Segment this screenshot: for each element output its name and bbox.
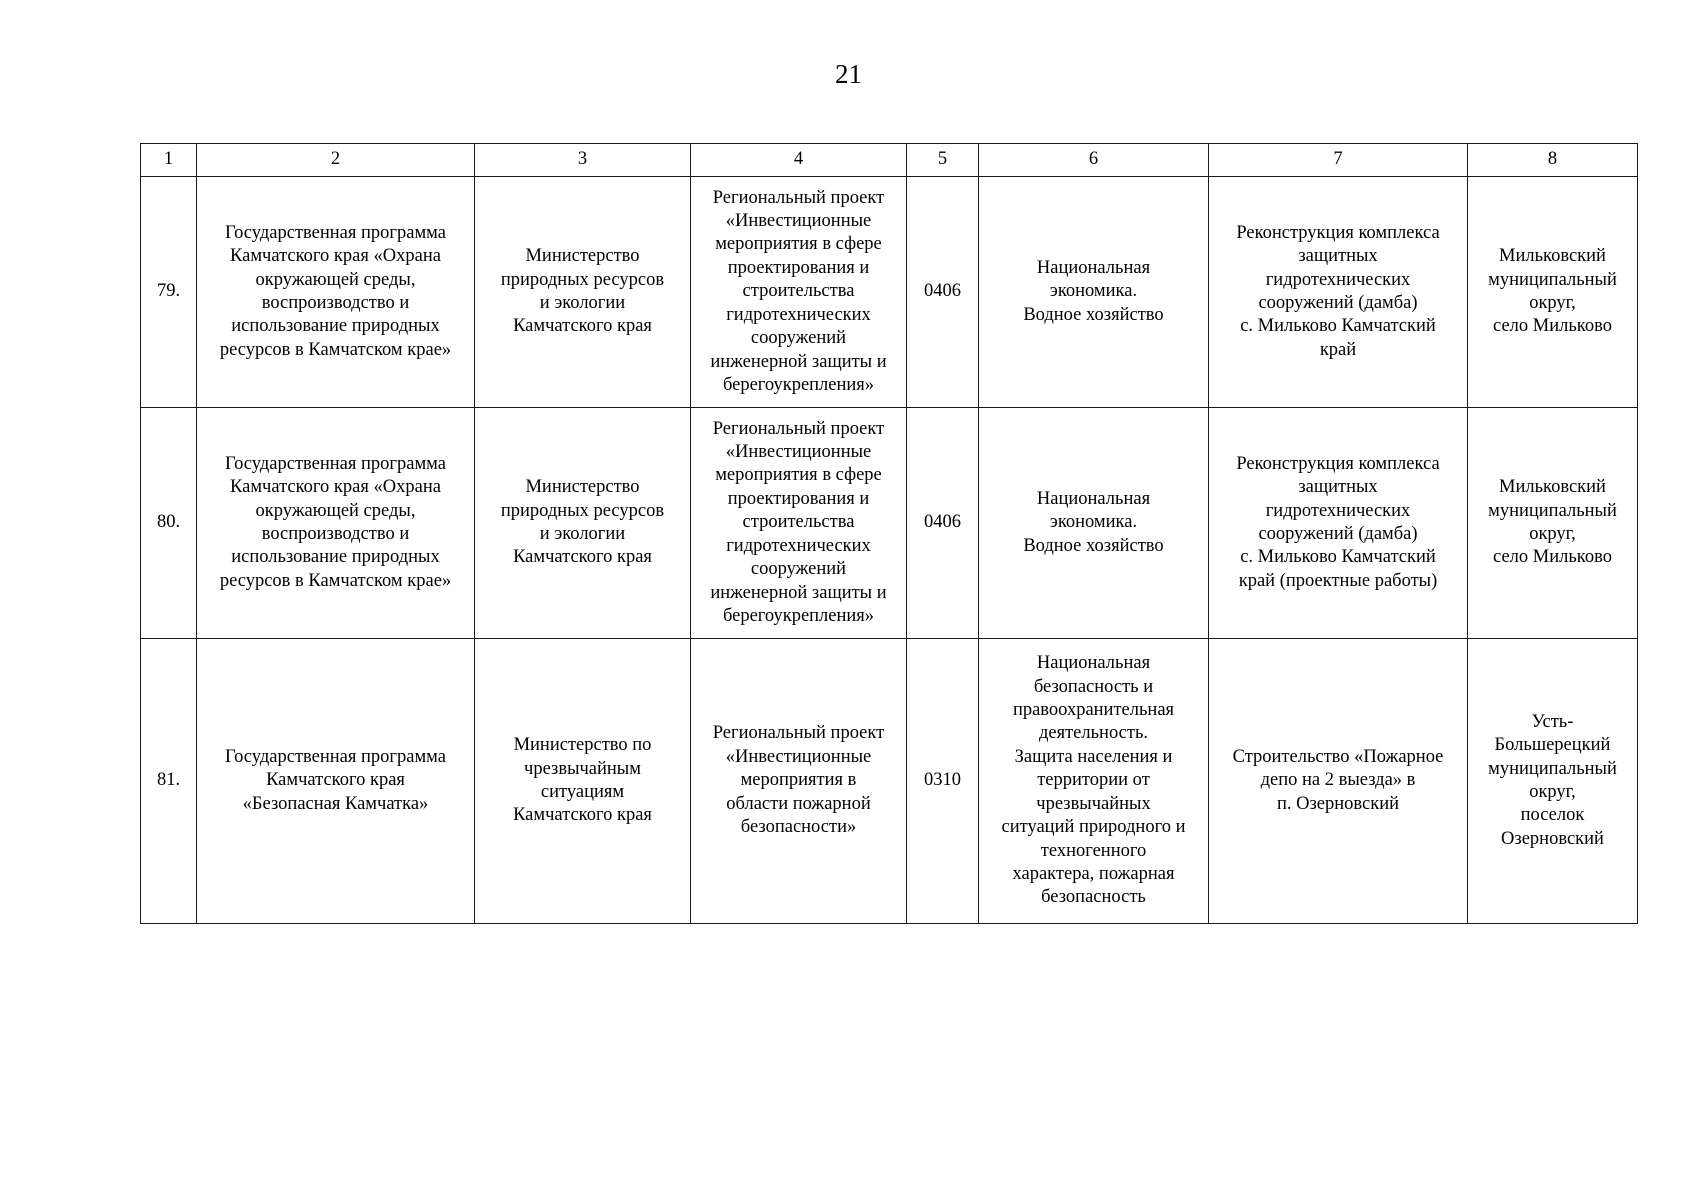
page-number: 21 — [835, 59, 862, 89]
row-number: 80. — [156, 512, 181, 533]
location-text: Мильковский муниципальный округ, село Мильково — [1488, 477, 1617, 568]
program-cell — [197, 177, 475, 408]
code-text: 0310 — [924, 770, 961, 791]
location-cell — [1468, 177, 1638, 408]
section-text: Национальная экономика. Водное хозяйство — [1023, 257, 1164, 325]
code-text: 0406 — [924, 512, 961, 533]
project-text: Региональный проект «Инвестиционные мероприятия в сфере проектирования и строительства гидротехнических сооружений инженерной защиты и берегоукрепления» — [710, 187, 887, 395]
column-header: 7 — [1209, 144, 1468, 177]
project-cell — [691, 408, 907, 639]
location-text: Усть- Большерецкий муниципальный округ, поселок Озерновский — [1488, 711, 1617, 849]
project-cell — [691, 639, 907, 924]
column-header: 2 — [197, 144, 475, 177]
row-number: 79. — [156, 281, 181, 302]
ministry-text: Министерство природных ресурсов и экологии Камчатского края — [500, 477, 665, 568]
code-cell — [907, 177, 979, 408]
location-text: Мильковский муниципальный округ, село Мильково — [1488, 246, 1617, 337]
program-text: Государственная программа Камчатского края «Безопасная Камчатка» — [225, 746, 446, 814]
object-text: Реконструкция комплекса защитных гидротехнических сооружений (дамба) с. Мильково Камчатский край (проектные работы) — [1236, 453, 1440, 591]
code-cell — [907, 639, 979, 924]
column-header: 4 — [691, 144, 907, 177]
section-cell — [979, 177, 1209, 408]
row-number: 81. — [156, 770, 181, 791]
column-header: 6 — [979, 144, 1209, 177]
section-cell — [979, 408, 1209, 639]
object-cell — [1209, 408, 1468, 639]
section-cell — [979, 639, 1209, 924]
ministry-text: Министерство природных ресурсов и экологии Камчатского края — [500, 246, 665, 337]
row-number-cell — [141, 177, 197, 408]
project-cell — [691, 177, 907, 408]
object-cell — [1209, 639, 1468, 924]
ministry-cell — [475, 408, 691, 639]
table-row — [141, 177, 1638, 408]
budget-objects-table — [140, 143, 1638, 924]
object-cell — [1209, 177, 1468, 408]
ministry-text: Министерство по чрезвычайным ситуациям Камчатского края — [513, 735, 652, 826]
program-cell — [197, 639, 475, 924]
location-cell — [1468, 408, 1638, 639]
row-number-cell — [141, 639, 197, 924]
column-header: 1 — [141, 144, 197, 177]
column-header: 3 — [475, 144, 691, 177]
code-cell — [907, 408, 979, 639]
table-header-row — [141, 144, 1638, 177]
program-text: Государственная программа Камчатского края «Охрана окружающей среды, воспроизводство и использование природных ресурсов в Камчатском крае» — [219, 453, 452, 591]
object-text: Реконструкция комплекса защитных гидротехнических сооружений (дамба) с. Мильково Камчатский край — [1236, 222, 1440, 360]
program-cell — [197, 408, 475, 639]
section-text: Национальная экономика. Водное хозяйство — [1023, 488, 1164, 556]
row-number-cell — [141, 408, 197, 639]
section-text: Национальная безопасность и правоохранительная деятельность. Защита населения и территории от чрезвычайных ситуаций природного и техногенного характера, пожарная безопасность — [1001, 653, 1186, 908]
table-row — [141, 408, 1638, 639]
code-text: 0406 — [924, 281, 961, 302]
program-text: Государственная программа Камчатского края «Охрана окружающей среды, воспроизводство и использование природных ресурсов в Камчатском крае» — [219, 222, 452, 360]
location-cell — [1468, 639, 1638, 924]
project-text: Региональный проект «Инвестиционные мероприятия в области пожарной безопасности» — [712, 723, 885, 838]
object-text: Строительство «Пожарное депо на 2 выезда» в п. Озерновский — [1232, 746, 1444, 814]
table-row — [141, 639, 1638, 924]
project-text: Региональный проект «Инвестиционные мероприятия в сфере проектирования и строительства гидротехнических сооружений инженерной защиты и берегоукрепления» — [710, 418, 887, 626]
ministry-cell — [475, 639, 691, 924]
column-header: 5 — [907, 144, 979, 177]
ministry-cell — [475, 177, 691, 408]
column-header: 8 — [1468, 144, 1638, 177]
